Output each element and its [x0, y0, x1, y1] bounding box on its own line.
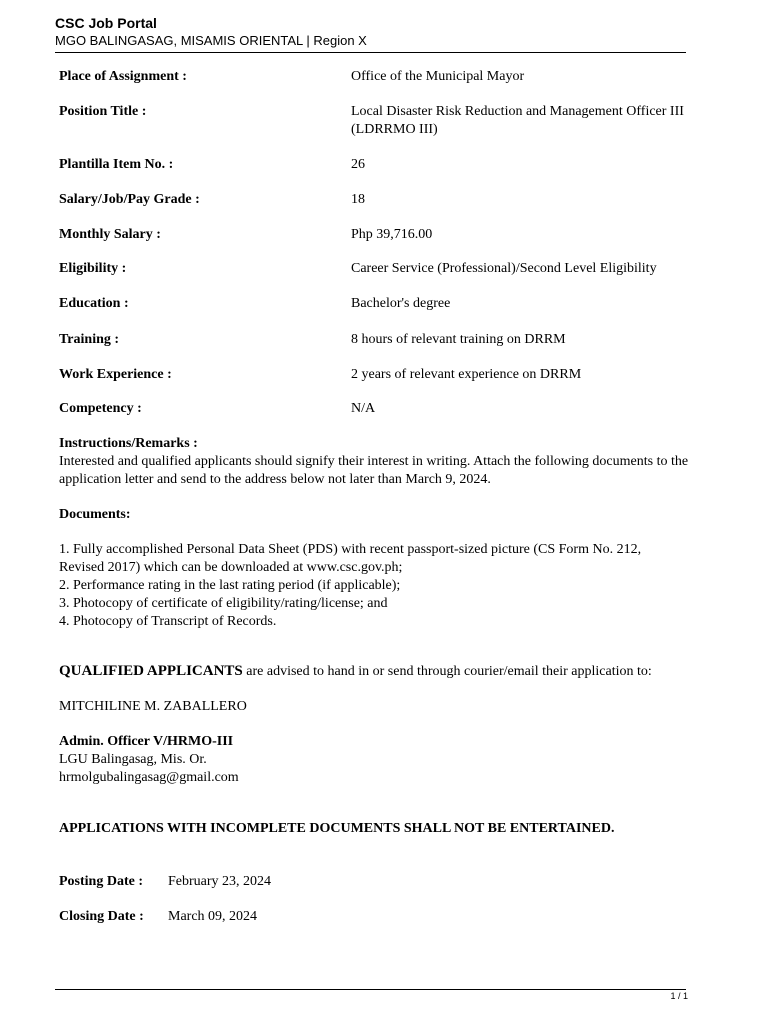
- contact-position: Admin. Officer V/HRMO-III: [59, 734, 234, 749]
- page-number: 1 / 1: [670, 991, 688, 1001]
- field-label: Competency :: [59, 401, 142, 416]
- contact-details: [59, 733, 699, 787]
- field-label: Place of Assignment :: [59, 69, 187, 84]
- field-label: Position Title :: [59, 104, 147, 119]
- instructions-heading: Instructions/Remarks :: [59, 436, 198, 451]
- closing-date-label: Closing Date :: [59, 909, 144, 924]
- contact-email: hrmolgubalingasag@gmail.com: [59, 770, 239, 785]
- field-value: N/A: [351, 401, 376, 416]
- field-label: Eligibility :: [59, 261, 127, 276]
- warning-text: APPLICATIONS WITH INCOMPLETE DOCUMENTS SHALL NOT BE ENTERTAINED.: [59, 821, 615, 836]
- document-item: 4. Photocopy of Transcript of Records.: [59, 614, 277, 629]
- document-item: 1. Fully accomplished Personal Data Sheet (PDS) with recent passport-sized picture (CS Form No. 212, Revised 2017) which can be downloaded at www.csc.gov.ph;: [59, 542, 642, 575]
- posting-date-value: February 23, 2024: [168, 874, 272, 889]
- portal-subtitle: MGO BALINGASAG, MISAMIS ORIENTAL | Region X: [55, 33, 367, 48]
- header-divider: [55, 52, 686, 53]
- field-label: Work Experience :: [59, 367, 172, 382]
- field-value: 8 hours of relevant training on DRRM: [351, 332, 566, 347]
- contact-name: MITCHILINE M. ZABALLERO: [59, 699, 247, 714]
- qualified-rest: are advised to hand in or send through courier/email their application to:: [242, 664, 652, 679]
- field-value: 26: [351, 157, 365, 172]
- field-label: Training :: [59, 332, 120, 347]
- qualified-lead: QUALIFIED APPLICANTS: [59, 663, 243, 679]
- field-label: Plantilla Item No. :: [59, 157, 174, 172]
- field-label: Education :: [59, 296, 129, 311]
- field-value: Career Service (Professional)/Second Level Eligibility: [351, 261, 657, 276]
- documents-section: [59, 506, 699, 524]
- field-label: Monthly Salary :: [59, 227, 161, 242]
- posting-date-label: Posting Date :: [59, 874, 143, 889]
- contact-office: LGU Balingasag, Mis. Or.: [59, 752, 207, 767]
- document-item: 2. Performance rating in the last rating period (if applicable);: [59, 578, 401, 593]
- footer-divider: [55, 989, 686, 990]
- field-label: Salary/Job/Pay Grade :: [59, 192, 200, 207]
- documents-heading: Documents:: [59, 507, 131, 522]
- warning-section: [59, 820, 699, 838]
- field-value: 2 years of relevant experience on DRRM: [351, 367, 582, 382]
- document-item: 3. Photocopy of certificate of eligibility/rating/license; and: [59, 596, 388, 611]
- field-value: Office of the Municipal Mayor: [351, 69, 525, 84]
- contact-name-block: [59, 698, 699, 716]
- portal-title: CSC Job Portal: [55, 15, 157, 31]
- field-value: Bachelor's degree: [351, 296, 451, 311]
- instructions-section: [59, 435, 699, 489]
- field-value: 18: [351, 192, 365, 207]
- page-header: [55, 15, 685, 49]
- qualified-notice: [59, 662, 699, 681]
- field-value: Php 39,716.00: [351, 227, 433, 242]
- documents-list: [59, 541, 689, 631]
- field-value: Local Disaster Risk Reduction and Management Officer III (LDRRMO III): [351, 104, 684, 137]
- closing-date-value: March 09, 2024: [168, 909, 258, 924]
- instructions-text: Interested and qualified applicants should signify their interest in writing. Attach the following documents to the application letter and send to the address below not later than March 9, 2024.: [59, 454, 689, 487]
